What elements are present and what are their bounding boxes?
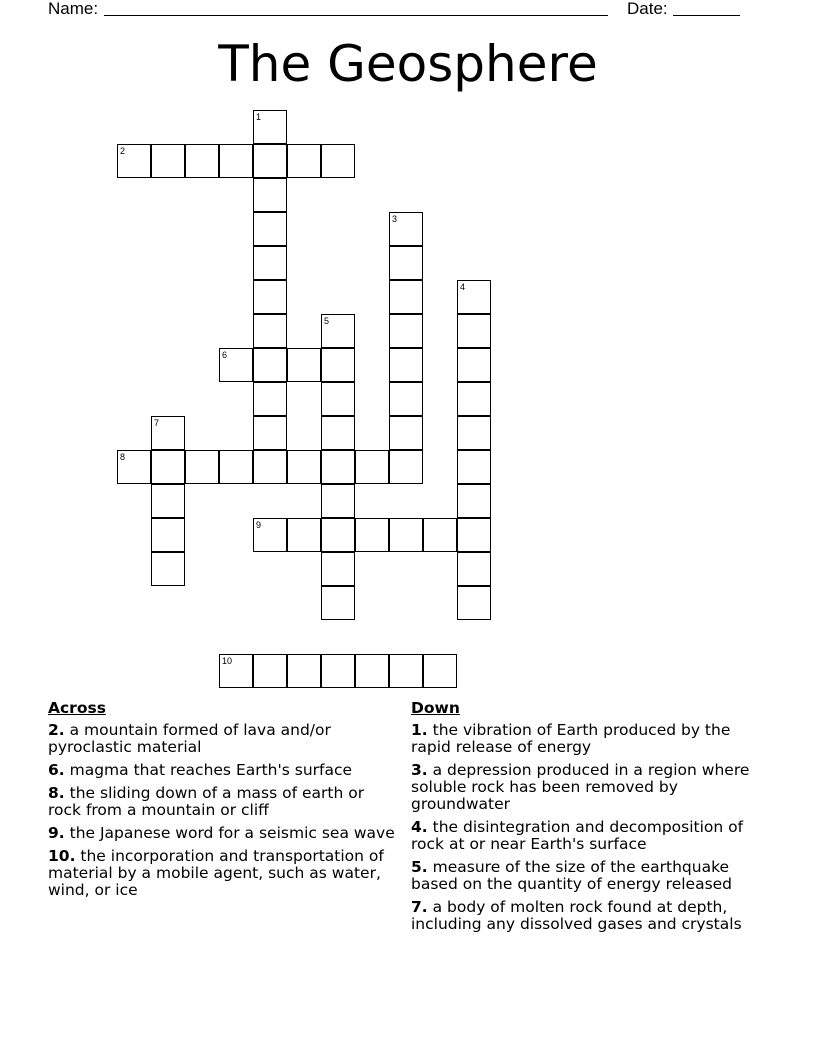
crossword-cell[interactable] xyxy=(321,382,355,416)
clue-text: the vibration of Earth produced by the rapid release of energy xyxy=(411,721,731,756)
crossword-cell[interactable] xyxy=(457,518,491,552)
crossword-cell[interactable] xyxy=(389,416,423,450)
date-label: Date: xyxy=(627,0,668,18)
clue-text: the disintegration and decomposition of rock at or near Earth's surface xyxy=(411,818,744,853)
crossword-cell[interactable] xyxy=(185,144,219,178)
crossword-cell[interactable] xyxy=(321,484,355,518)
clue-number: 2. xyxy=(48,721,65,739)
clue-text: magma that reaches Earth's surface xyxy=(69,761,353,779)
across-heading: Across xyxy=(48,699,106,717)
down-heading: Down xyxy=(411,699,460,717)
crossword-cell[interactable] xyxy=(355,654,389,688)
crossword-cell[interactable] xyxy=(457,314,491,348)
cell-number: 4 xyxy=(460,282,466,292)
crossword-cell[interactable] xyxy=(389,280,423,314)
page-title: The Geosphere xyxy=(218,35,598,93)
clue-text: the sliding down of a mass of earth or rock from a mountain or cliff xyxy=(48,784,365,819)
crossword-cell[interactable] xyxy=(389,348,423,382)
crossword-cell[interactable] xyxy=(253,144,287,178)
crossword-cell[interactable] xyxy=(389,246,423,280)
crossword-cell[interactable] xyxy=(219,348,253,382)
crossword-cell[interactable] xyxy=(423,654,457,688)
down-clue-3 xyxy=(411,762,771,813)
cell-number: 6 xyxy=(222,350,228,360)
crossword-cell[interactable] xyxy=(457,484,491,518)
crossword-cell[interactable] xyxy=(389,212,423,246)
down-clue-4 xyxy=(411,819,771,853)
crossword-cell[interactable] xyxy=(185,450,219,484)
crossword-cell[interactable] xyxy=(457,382,491,416)
crossword-cell[interactable] xyxy=(151,518,185,552)
crossword-cell[interactable] xyxy=(253,280,287,314)
crossword-cell[interactable] xyxy=(117,450,151,484)
cell-number: 5 xyxy=(324,316,330,326)
cell-number: 1 xyxy=(256,112,262,122)
crossword-cell[interactable] xyxy=(457,280,491,314)
clue-number: 3. xyxy=(411,761,428,779)
crossword-cell[interactable] xyxy=(253,382,287,416)
crossword-cell[interactable] xyxy=(389,314,423,348)
clue-text: a depression produced in a region where soluble rock has been removed by groundwater xyxy=(411,761,750,813)
crossword-cell[interactable] xyxy=(321,450,355,484)
cell-number: 8 xyxy=(120,452,126,462)
crossword-cell[interactable] xyxy=(287,144,321,178)
down-clue-7 xyxy=(411,899,771,933)
crossword-cell[interactable] xyxy=(457,586,491,620)
cell-number: 9 xyxy=(256,520,262,530)
clue-text: a mountain formed of lava and/or pyroclastic material xyxy=(48,721,331,756)
clue-text: the incorporation and transportation of material by a mobile agent, such as water, wind, or ice xyxy=(48,847,384,899)
clue-number: 9. xyxy=(48,824,65,842)
crossword-cell[interactable] xyxy=(321,348,355,382)
crossword-cell[interactable] xyxy=(321,518,355,552)
crossword-cell[interactable] xyxy=(117,144,151,178)
crossword-cell[interactable] xyxy=(389,450,423,484)
across-clues xyxy=(48,700,398,905)
clue-number: 4. xyxy=(411,818,428,836)
crossword-cell[interactable] xyxy=(287,654,321,688)
crossword-cell[interactable] xyxy=(457,552,491,586)
crossword-cell[interactable] xyxy=(287,518,321,552)
cell-number: 3 xyxy=(392,214,398,224)
across-clue-9 xyxy=(48,825,398,842)
crossword-cell[interactable] xyxy=(219,144,253,178)
clue-number: 7. xyxy=(411,898,428,916)
crossword-cell[interactable] xyxy=(151,484,185,518)
crossword-cell[interactable] xyxy=(457,450,491,484)
name-label: Name: xyxy=(48,0,99,18)
crossword-cell[interactable] xyxy=(321,586,355,620)
clue-number: 10. xyxy=(48,847,76,865)
crossword-cell[interactable] xyxy=(457,416,491,450)
across-clue-2 xyxy=(48,722,398,756)
crossword-cell[interactable] xyxy=(321,654,355,688)
crossword-cell[interactable] xyxy=(253,110,287,144)
crossword-cell[interactable] xyxy=(253,416,287,450)
crossword-cell[interactable] xyxy=(423,518,457,552)
crossword-cell[interactable] xyxy=(389,382,423,416)
cell-number: 7 xyxy=(154,418,160,428)
crossword-cell[interactable] xyxy=(253,246,287,280)
crossword-cell[interactable] xyxy=(355,450,389,484)
crossword-cell[interactable] xyxy=(253,450,287,484)
crossword-cell[interactable] xyxy=(287,348,321,382)
clue-number: 5. xyxy=(411,858,428,876)
crossword-cell[interactable] xyxy=(151,552,185,586)
down-clue-5 xyxy=(411,859,771,893)
cell-number: 10 xyxy=(222,656,233,666)
crossword-cell[interactable] xyxy=(253,212,287,246)
crossword-cell[interactable] xyxy=(321,314,355,348)
down-clue-1 xyxy=(411,722,771,756)
crossword-cell[interactable] xyxy=(457,348,491,382)
clue-text: a body of molten rock found at depth, including any dissolved gases and crystals xyxy=(411,898,742,933)
clue-number: 8. xyxy=(48,784,65,802)
down-clues xyxy=(411,700,771,939)
clue-text: measure of the size of the earthquake based on the quantity of energy released xyxy=(411,858,733,893)
across-clue-8 xyxy=(48,785,398,819)
crossword-cell[interactable] xyxy=(321,552,355,586)
clue-number: 6. xyxy=(48,761,65,779)
crossword-cell[interactable] xyxy=(219,450,253,484)
crossword-cell[interactable] xyxy=(253,654,287,688)
crossword-cell[interactable] xyxy=(287,450,321,484)
crossword-cell[interactable] xyxy=(253,518,287,552)
crossword-cell[interactable] xyxy=(253,348,287,382)
crossword-cell[interactable] xyxy=(389,654,423,688)
crossword-cell[interactable] xyxy=(151,416,185,450)
crossword-cell[interactable] xyxy=(355,518,389,552)
crossword-cell[interactable] xyxy=(253,314,287,348)
crossword-cell[interactable] xyxy=(151,144,185,178)
clue-number: 1. xyxy=(411,721,428,739)
across-clue-10 xyxy=(48,848,398,899)
crossword-cell[interactable] xyxy=(151,450,185,484)
crossword-cell[interactable] xyxy=(389,518,423,552)
crossword-cell[interactable] xyxy=(253,178,287,212)
clue-text: the Japanese word for a seismic sea wave xyxy=(69,824,395,842)
crossword-cell[interactable] xyxy=(321,144,355,178)
across-clue-6 xyxy=(48,762,398,779)
crossword-cell[interactable] xyxy=(219,654,253,688)
crossword-cell[interactable] xyxy=(321,416,355,450)
cell-number: 2 xyxy=(120,146,126,156)
